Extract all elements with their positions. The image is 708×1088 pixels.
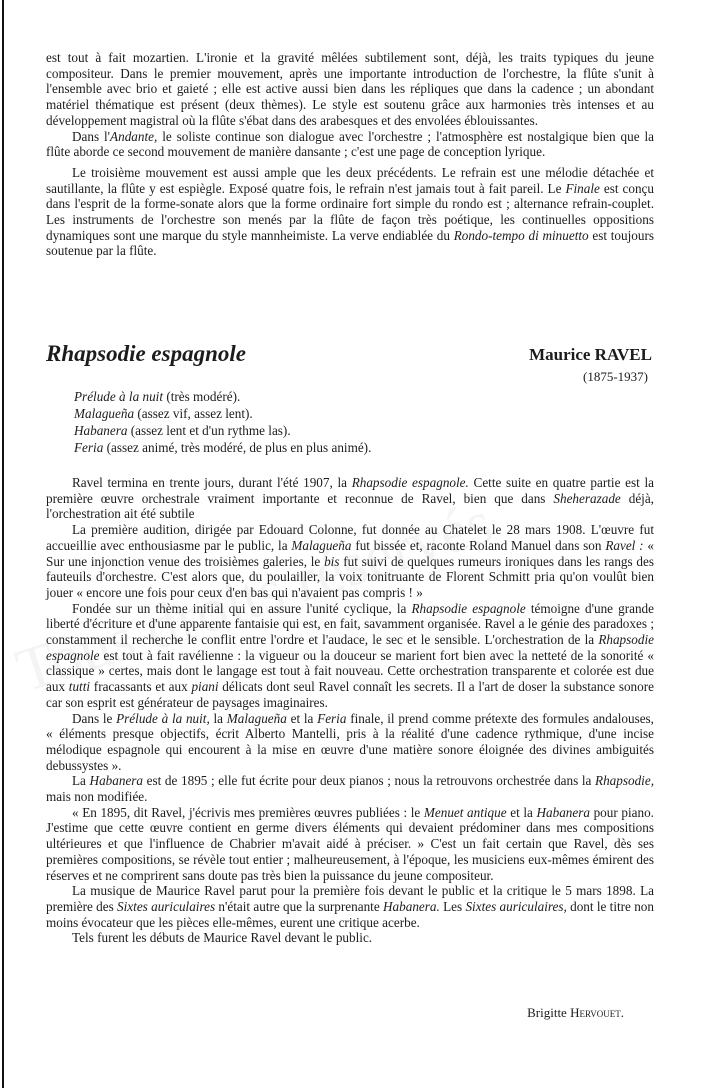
paragraph: « En 1895, dit Ravel, j'écrivis mes premières œuvres publiées : le Menuet antique et la Habanera pour piano. J'estime que cette œuvre contient en germe divers éléments qui devaient prédominer dans mes compositions ultérieures et que l'influence de Chabrier m'avait aidé à préciser. » C'est un fait certain que Ravel, dès ses premières compositions, se révèle tout entier ; malheureusement, à l'époque, les musiciens eux-mêmes émirent des réserves et ne comprirent sans doute pas très bien la puissance du jeune compositeur.	[46, 804, 654, 883]
paragraph-andante: Dans l'Andante, le soliste continue son dialogue avec l'orchestre ; l'atmosphère est nostalgique bien que la flûte aborde ce second mouvement de manière dansante ; c'est une page de conception lyrique.	[46, 128, 654, 160]
paragraph: La musique de Maurice Ravel parut pour la première fois devant le public et la critique le 5 mars 1898. La première des Sixtes auriculaires n'était autre que la surprenante Habanera. Les Sixtes auriculaires, dont le titre non moins évocateur que les pièces elle-mêmes, eurent une critique acerbe.	[46, 883, 654, 930]
intro-text	[46, 50, 654, 259]
movement-item: Malagueña (assez vif, assez lent).	[74, 406, 253, 421]
movement-item: Habanera (assez lent et d'un rythme las).	[74, 423, 291, 438]
composer-name: Maurice RAVEL	[529, 345, 652, 364]
paragraph-finale: Le troisième mouvement est aussi ample que les deux précédents. Le refrain est une mélodie détachée et sautillante, la flûte y est espiègle. Exposé quatre fois, le refrain n'est jamais tout à fait pareil. Le Finale est conçu dans l'esprit de la forme-sonate alors que la forme ordinaire fort simple du rondo est ; alternance refrain-couplet. Les instruments de l'orchestre son menés par la flûte de façon très poétique, les continuelles oppositions dynamiques sont une marque du style mannheimiste. La verve endiablée du Rondo-tempo di minuetto est toujours soutenue par la flûte.	[46, 164, 654, 259]
piece-header	[46, 341, 654, 371]
paragraph: Fondée sur un thème initial qui en assure l'unité cyclique, la Rhapsodie espagnole témoigne d'une grande liberté d'écriture et d'une apparente fantaisie qui est, en fait, savamment organisée. Ravel a le génie des paradoxes ; constamment il recherche le conflit entre l'ordre et l'audace, le sec et le sensible. L'orchestration de la Rhapsodie espagnole est tout à fait ravélienne : la vigueur ou la douceur se marient fort bien avec la netteté de la sonorité « classique » certes, mais dont le langage est tout à fait nouveau. Cette orchestration transparente et colorée est due aux tutti fracassants et aux piani délicats dont seul Ravel connaît les secrets. Il a l'art de doser la substance sonore car son esprit est générateur de paysages imaginaires.	[46, 600, 655, 710]
author-signature: Brigitte Hervouet.	[527, 1005, 624, 1020]
article-body	[46, 475, 654, 946]
paragraph: La première audition, dirigée par Edouard Colonne, fut donnée au Chatelet le 28 mars 1908. L'œuvre fut accueillie avec enthousiasme par le public, la Malagueña fut bissée et, raconte Roland Manuel dans son Ravel : « Sur une injonction venue des troisièmes galeries, le bis fut suivi de quelques rumeurs ironiques dans les rangs des fauteuils d'orchestre. C'est alors que, du poulailler, la voix tonitruante de Florent Schmitt pria qu'on voulût bien jouer « encore une fois pour ceux d'en bas qui n'avaient pas compris ! »	[46, 522, 655, 600]
paragraph: Dans le Prélude à la nuit, la Malagueña et la Feria finale, il prend comme prétexte des formules andalouses, « éléments presque objectifs, écrit Alberto Mantelli, pris à la réalité d'une cadence rythmique, d'une incise mélodique espagnole qui encourent à la mise en œuvre d'une matière sonore éloignée des divines ambiguités debussystes ».	[46, 710, 654, 773]
composer-dates: (1875-1937)	[583, 369, 648, 384]
scan-border	[2, 0, 4, 1088]
movement-item: Prélude à la nuit (très modéré).	[74, 389, 241, 404]
movement-list	[74, 388, 494, 456]
movement-item: Feria (assez animé, très modéré, de plus en plus animé).	[74, 440, 372, 455]
paragraph: La Habanera est de 1895 ; elle fut écrite pour deux pianos ; nous la retrouvons orchestrée dans la Rhapsodie, mais non modifiée.	[46, 773, 654, 805]
paragraph: Ravel termina en trente jours, durant l'été 1907, la Rhapsodie espagnole. Cette suite en quatre partie est la première œuvre orchestrale vraiment importante et reconnue de Ravel, bien que dans Sheherazade déjà, l'orchestration ait été subtile	[46, 475, 654, 522]
paragraph: Tels furent les débuts de Maurice Ravel devant le public.	[72, 930, 373, 946]
paragraph-mozart: est tout à fait mozartien. L'ironie et la gravité mêlées subtilement sont, déjà, les traits typiques du jeune compositeur. Dans le premier mouvement, après une importante introduction de l'orchestre, la flûte s'unit à l'ensemble avec brio et gaieté ; elle est active aussi bien dans les répliques que dans la cadence ; un abondant matériel thématique est présent (deux thèmes). Le style est soutenu grâce aux harmonies très intenses et au développement magistral où la flûte s'ébat dans des arabesques et des envolées éblouissantes.	[46, 50, 654, 128]
piece-title: Rhapsodie espagnole	[46, 341, 246, 366]
